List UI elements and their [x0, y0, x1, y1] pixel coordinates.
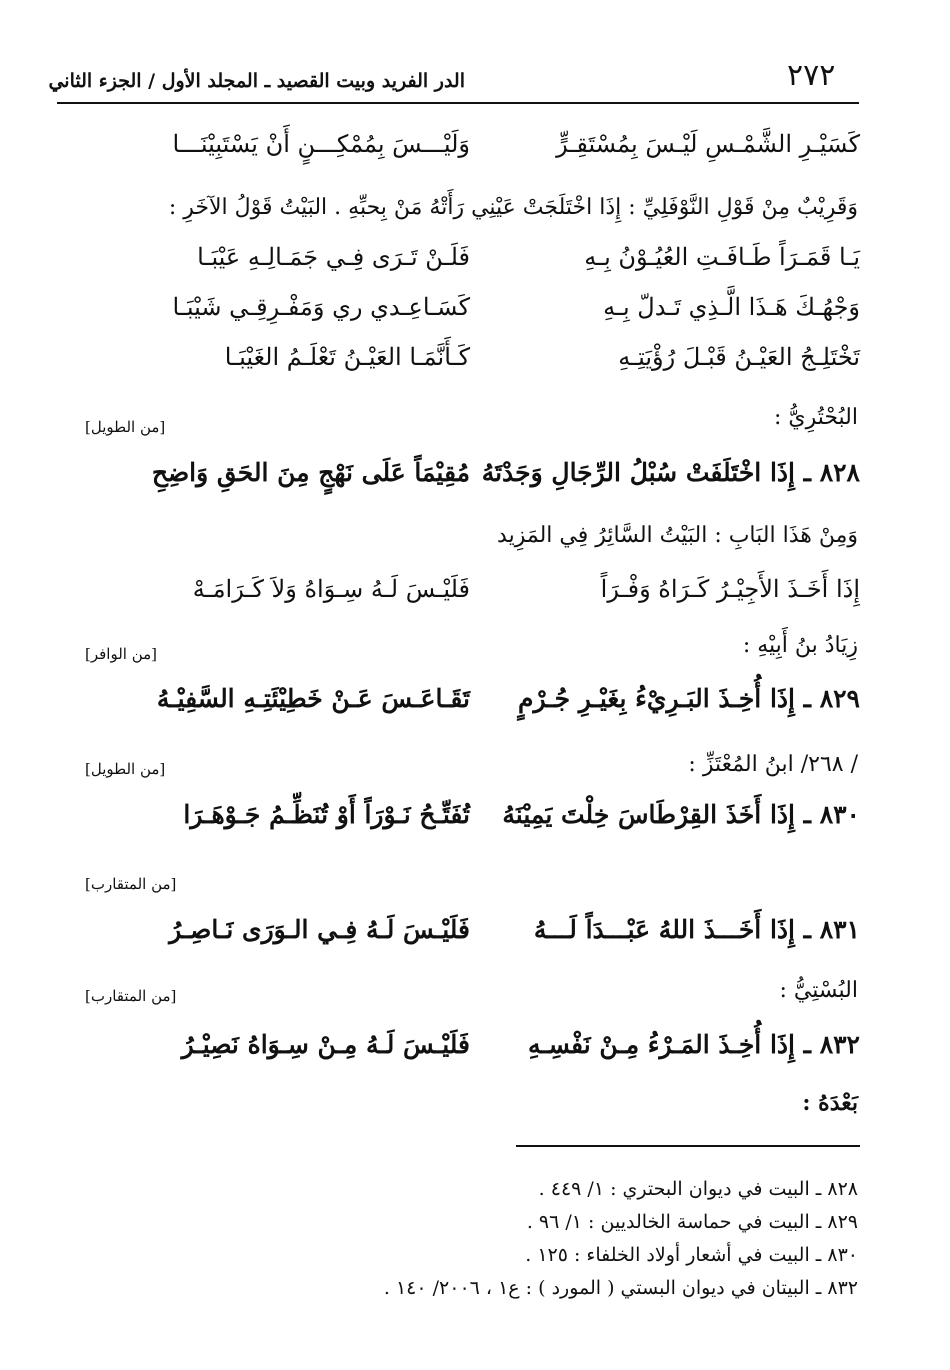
- meter-label: [من المتقارب]: [85, 875, 177, 893]
- verse-first-hemistich: ٨٣٢ ـ إِذَا أُخِـذَ المَـرْءُ مِـنْ نَفْسِـهِ: [528, 1030, 860, 1059]
- verse-line: [100, 243, 860, 291]
- poet-name: / ٢٦٨/ ابنُ المُعْتَزِّ :: [688, 752, 858, 777]
- meter-label: [من المتقارب]: [85, 987, 177, 1005]
- verse-second-hemistich: فَلَيْـسَ لَـهُ سِـوَاهُ وَلاَ كَـرَامَـهْ: [192, 575, 470, 603]
- verse-first-hemistich: وَجْهُـكَ هَـذَا الَّـذِي تَـدلّ بِـهِ: [603, 293, 860, 321]
- meter-label: [من الوافر]: [85, 645, 158, 663]
- footnote: ٨٣٠ ـ البيت في أشعار أولاد الخلفاء : ١٢٥ .: [525, 1244, 858, 1266]
- verse-line: [100, 575, 860, 623]
- verse-second-hemistich: وَلَيْـــسَ بِمُمْكِـــنٍ أَنْ يَسْتَبِيْنَـــا: [172, 130, 470, 158]
- verse-second-hemistich: تُفَتِّـحُ نَـوْرَاً أَوْ تُنَظِّـمُ جَـوْهَـرَا: [183, 800, 470, 829]
- verse-second-hemistich: تَقَـاعَـسَ عَـنْ خَطِيْئَتِـهِ السَّفِيْـهُ: [156, 684, 470, 713]
- verse-line: [100, 343, 860, 391]
- running-title: الدر الفريد وبيت القصيد ـ المجلد الأول / الجزء الثاني: [48, 70, 465, 92]
- meter-label: [من الطويل]: [85, 418, 166, 436]
- verse-line: [100, 915, 860, 963]
- prose-line: بَعْدَهُ :: [802, 1090, 858, 1116]
- meter-label: [من الطويل]: [85, 760, 166, 778]
- footnote: ٨٣٢ ـ البيتان في ديوان البستي ( المورد ) : ع١ ، ٢٠٠٦/ ١٤٠ .: [383, 1277, 858, 1299]
- verse-line: [100, 293, 860, 341]
- verse-line: [100, 130, 860, 178]
- footnote: ٨٢٩ ـ البيت في حماسة الخالديين : ١/ ٩٦ .: [526, 1211, 858, 1233]
- verse-first-hemistich: تَخْتَلِـجُ العَيْـنُ قَبْـلَ رُؤْيَتِـهِ: [618, 343, 860, 371]
- verse-second-hemistich: فَلَيْـسَ لَـهُ فِـي الـوَرَى نَـاصِـرُ: [169, 915, 470, 944]
- page-number: ٢٧٢: [787, 58, 836, 93]
- verse-second-hemistich: فَلَـنْ تَـرَى فِـي جَمَـالِـهِ عَيْبَـا: [197, 243, 470, 271]
- verse-line: [100, 458, 860, 506]
- verse-line: [100, 800, 860, 848]
- footnote-rule: [516, 1145, 860, 1147]
- poet-name: البُحْتُرِيُّ :: [773, 405, 858, 430]
- verse-first-hemistich: إِذَا أَخَـذَ الأَجِيْـرُ كَـرَاهُ وَفْـرَاً: [600, 575, 860, 603]
- prose-line: وَقَرِيْبٌ مِنْ قَوْلِ النَّوْفَلِيِّ : إِذَا اخْتَلَجَتْ عَيْنِي رَأَتْهُ مَنْ بِحبِّهِ . البَيْتُ قَوْلُ الآخَرِ :: [168, 195, 858, 220]
- verse-first-hemistich: ٨٣١ ـ إِذَا أَخَـــذَ اللهُ عَبْـــدَاً لَـــهُ: [533, 915, 860, 944]
- verse-second-hemistich: فَلَيْـسَ لَـهُ مِـنْ سِـوَاهُ نَصِيْـرُ: [181, 1030, 470, 1059]
- footnote: ٨٢٨ ـ البيت في ديوان البحتري : ١/ ٤٤٩ .: [538, 1178, 858, 1200]
- verse-line: [100, 684, 860, 732]
- verse-first-hemistich: ٨٢٨ ـ إِذَا اخْتَلَفَتْ سُبْلُ الرِّجَالِ وَجَدْتَهُ: [481, 458, 860, 487]
- verse-first-hemistich: يَـا قَمَـرَاً طَـافَـتِ العُيُـوْنُ بِـهِ: [584, 243, 860, 271]
- header-rule: [57, 102, 859, 104]
- poet-name: زِيَادُ بنُ أَبِيْهِ :: [742, 633, 858, 658]
- verse-line: [100, 1030, 860, 1078]
- verse-second-hemistich: كَـأَنَّمَـا العَيْـنُ تَعْلَـمُ الغَيْبَـا: [224, 343, 470, 371]
- verse-first-hemistich: ٨٣٠ ـ إِذَا أَخَذَ القِرْطَاسَ خِلْتَ يَمِيْنَهُ: [502, 800, 860, 829]
- verse-first-hemistich: كَسَيْـرِ الشَّمْـسِ لَيْـسَ بِمُسْتَقِـرٍّ: [556, 130, 860, 158]
- poet-name: البُسْتِيُّ :: [779, 978, 858, 1003]
- verse-first-hemistich: ٨٢٩ ـ إِذَا أُخِـذَ البَـرِيْءُ بِغَيْـرِ جُـرْمٍ: [518, 684, 860, 713]
- verse-second-hemistich: مُقِيْمَاً عَلَى نَهْجٍ مِنَ الحَقِ وَاضِحِ: [151, 458, 470, 487]
- prose-line: وَمِنْ هَذَا البَابِ : البَيْتُ السَّائِرُ فِي المَزِيد: [497, 523, 858, 548]
- verse-second-hemistich: كَسَـاعِـدي ري وَمَفْـرِقِـي شَيْبَـا: [172, 293, 470, 321]
